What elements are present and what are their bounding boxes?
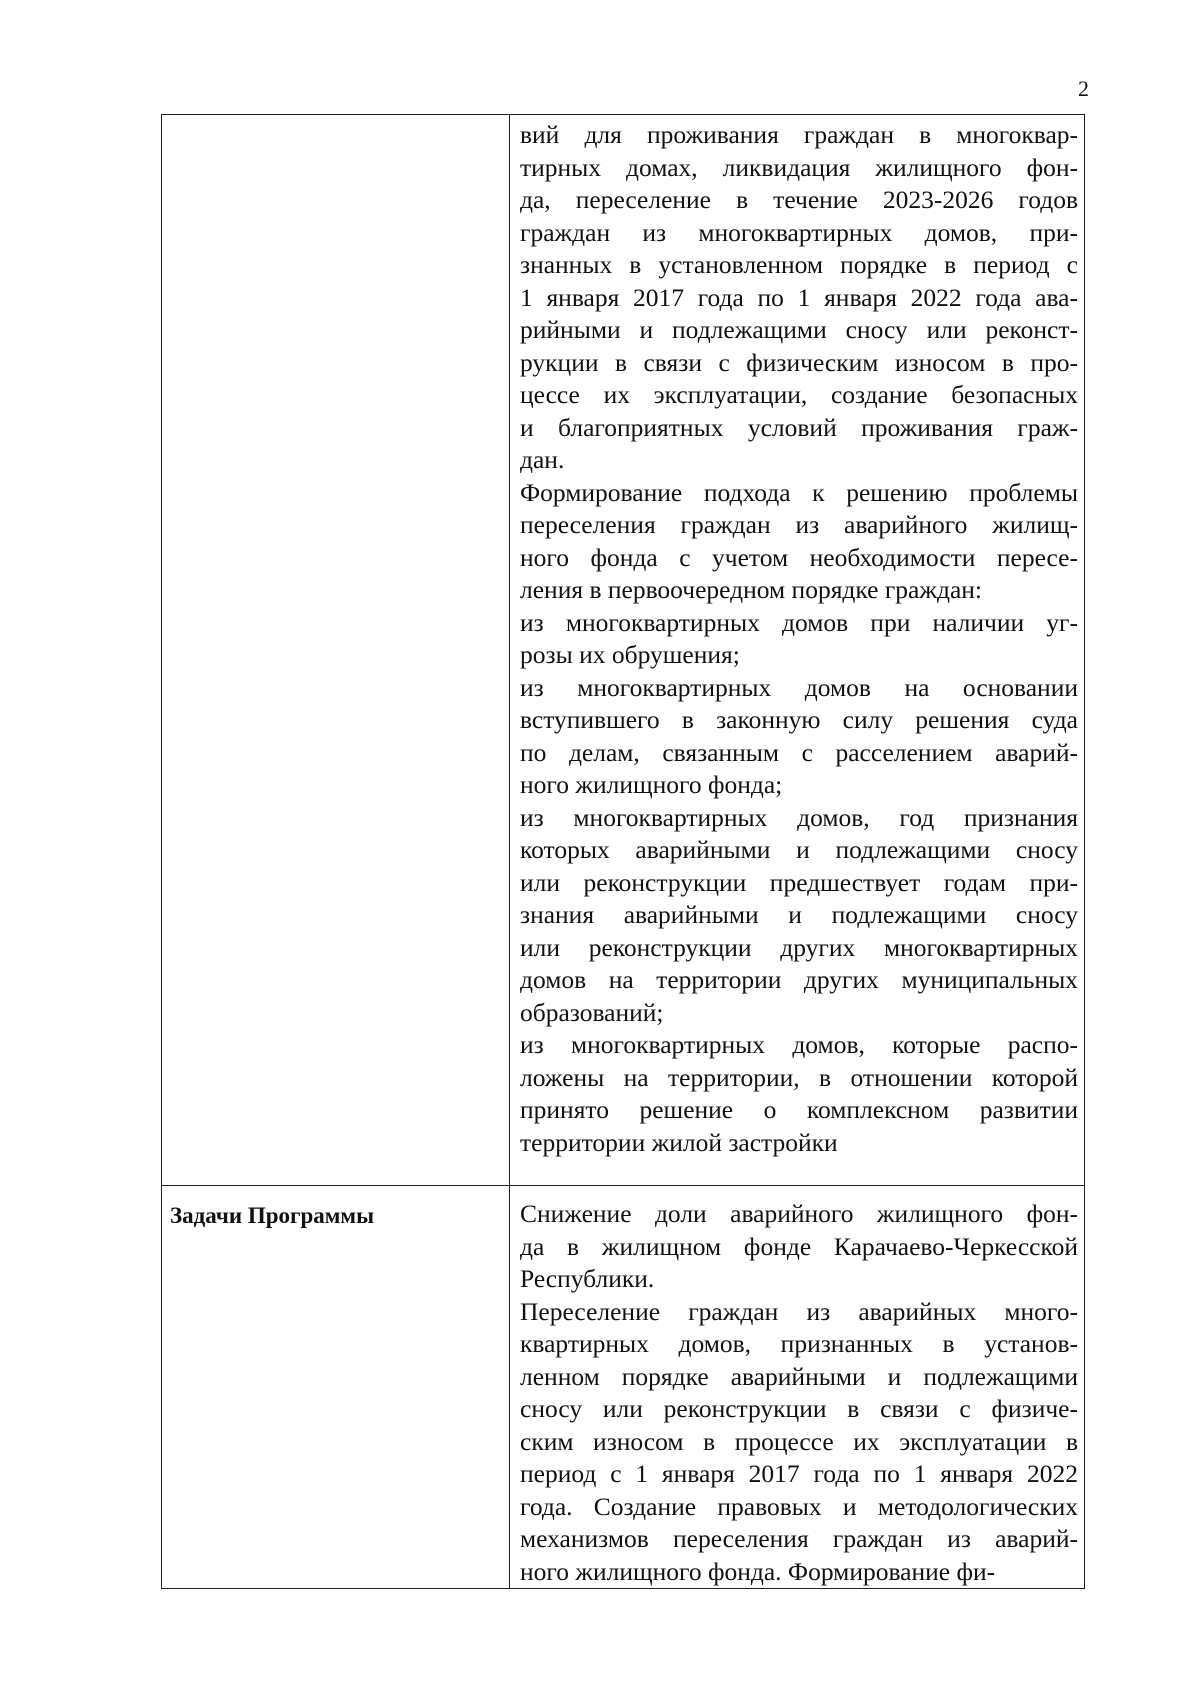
text-line: тирных домах, ликвидация жилищного фон- [520,152,1078,182]
text-line: или реконструкции предшествует годам при- [520,867,1078,897]
text-line: 1 января 2017 года по 1 января 2022 года ава- [520,282,1078,312]
text-line: из многоквартирных домов, год признания [520,802,1078,832]
text-line: ного фонда с учетом необходимости пересе- [520,542,1078,572]
text-line: дан. [520,445,565,474]
text-line: рукции в связи с физическим износом в про- [520,347,1078,377]
text-line: территории жилой застройки [520,1127,838,1157]
row-label: Задачи Программы [170,1203,375,1228]
text-line: Снижение доли аварийного жилищного фон- [520,1199,1078,1228]
text-line: домов на территории других муниципальных [520,965,1078,994]
text-line: года. Создание правовых и методологических [520,1491,1078,1521]
text-line: знания аварийными и подлежащими сносу [520,900,1078,929]
text-line: механизмов переселения граждан из аварий- [520,1524,1078,1553]
row-label-cell [162,115,510,1186]
text-line: принято решение о комплексном развитии [520,1095,1078,1124]
text-line: ного жилищного фонда; [520,770,783,799]
text-line: из многоквартирных домов при наличии уг- [520,607,1078,637]
page-number: 2 [1078,76,1089,101]
text-line: сносу или реконструкции в связи с физиче- [520,1394,1078,1423]
text-line: ложены на территории, в отношении которой [520,1062,1078,1092]
text-line: из многоквартирных домов на основании [520,672,1078,702]
table-row [162,1186,1085,1589]
text-line: ного жилищного фонда. Формирование фи- [520,1556,996,1586]
text-line: вступившего в законную силу решения суда [520,705,1078,734]
row-content [510,1186,1084,1588]
text-line: образований; [520,997,664,1027]
text-line: по делам, связанным с расселением аварий- [520,737,1078,767]
row-content [510,115,1084,1159]
text-line: квартирных домов, признанных в установ- [520,1329,1078,1358]
row-label [162,115,509,129]
text-line: переселения граждан из аварийного жилищ- [520,510,1078,539]
text-line: да в жилищном фонде Карачаево-Черкесской [520,1231,1078,1261]
text-line: ским износом в процессе их эксплуатации в [520,1426,1078,1456]
row-content-cell [510,1186,1085,1589]
text-line: и благоприятных условий проживания граж- [520,412,1078,442]
text-line: да, переселение в течение 2023-2026 годов [520,185,1078,214]
table-row [162,115,1085,1186]
text-line: которых аварийными и подлежащими сносу [520,835,1078,864]
text-line: рийными и подлежащими сносу или реконст- [520,315,1078,344]
text-line: ления в первоочередном порядке граждан: [520,575,983,604]
row-label-cell [162,1186,510,1589]
text-line: граждан из многоквартирных домов, при- [520,217,1078,247]
text-line: период с 1 января 2017 года по 1 января 2022 [520,1459,1078,1488]
text-line: Переселение граждан из аварийных много- [520,1296,1078,1326]
program-passport-table [161,114,1085,1589]
row-content-cell [510,115,1085,1186]
text-line: ленном порядке аварийными и подлежащими [520,1361,1078,1391]
text-line: или реконструкции других многоквартирных [520,932,1078,962]
text-line: Республики. [520,1264,655,1293]
text-line: из многоквартирных домов, которые распо- [520,1030,1078,1059]
text-line: цессе их эксплуатации, создание безопасных [520,380,1078,409]
text-line: розы их обрушения; [520,640,740,669]
text-line: Формирование подхода к решению проблемы [520,477,1078,507]
text-line: знанных в установленном порядке в период с [520,250,1078,279]
text-line: вий для проживания граждан в многоквар- [520,120,1078,149]
